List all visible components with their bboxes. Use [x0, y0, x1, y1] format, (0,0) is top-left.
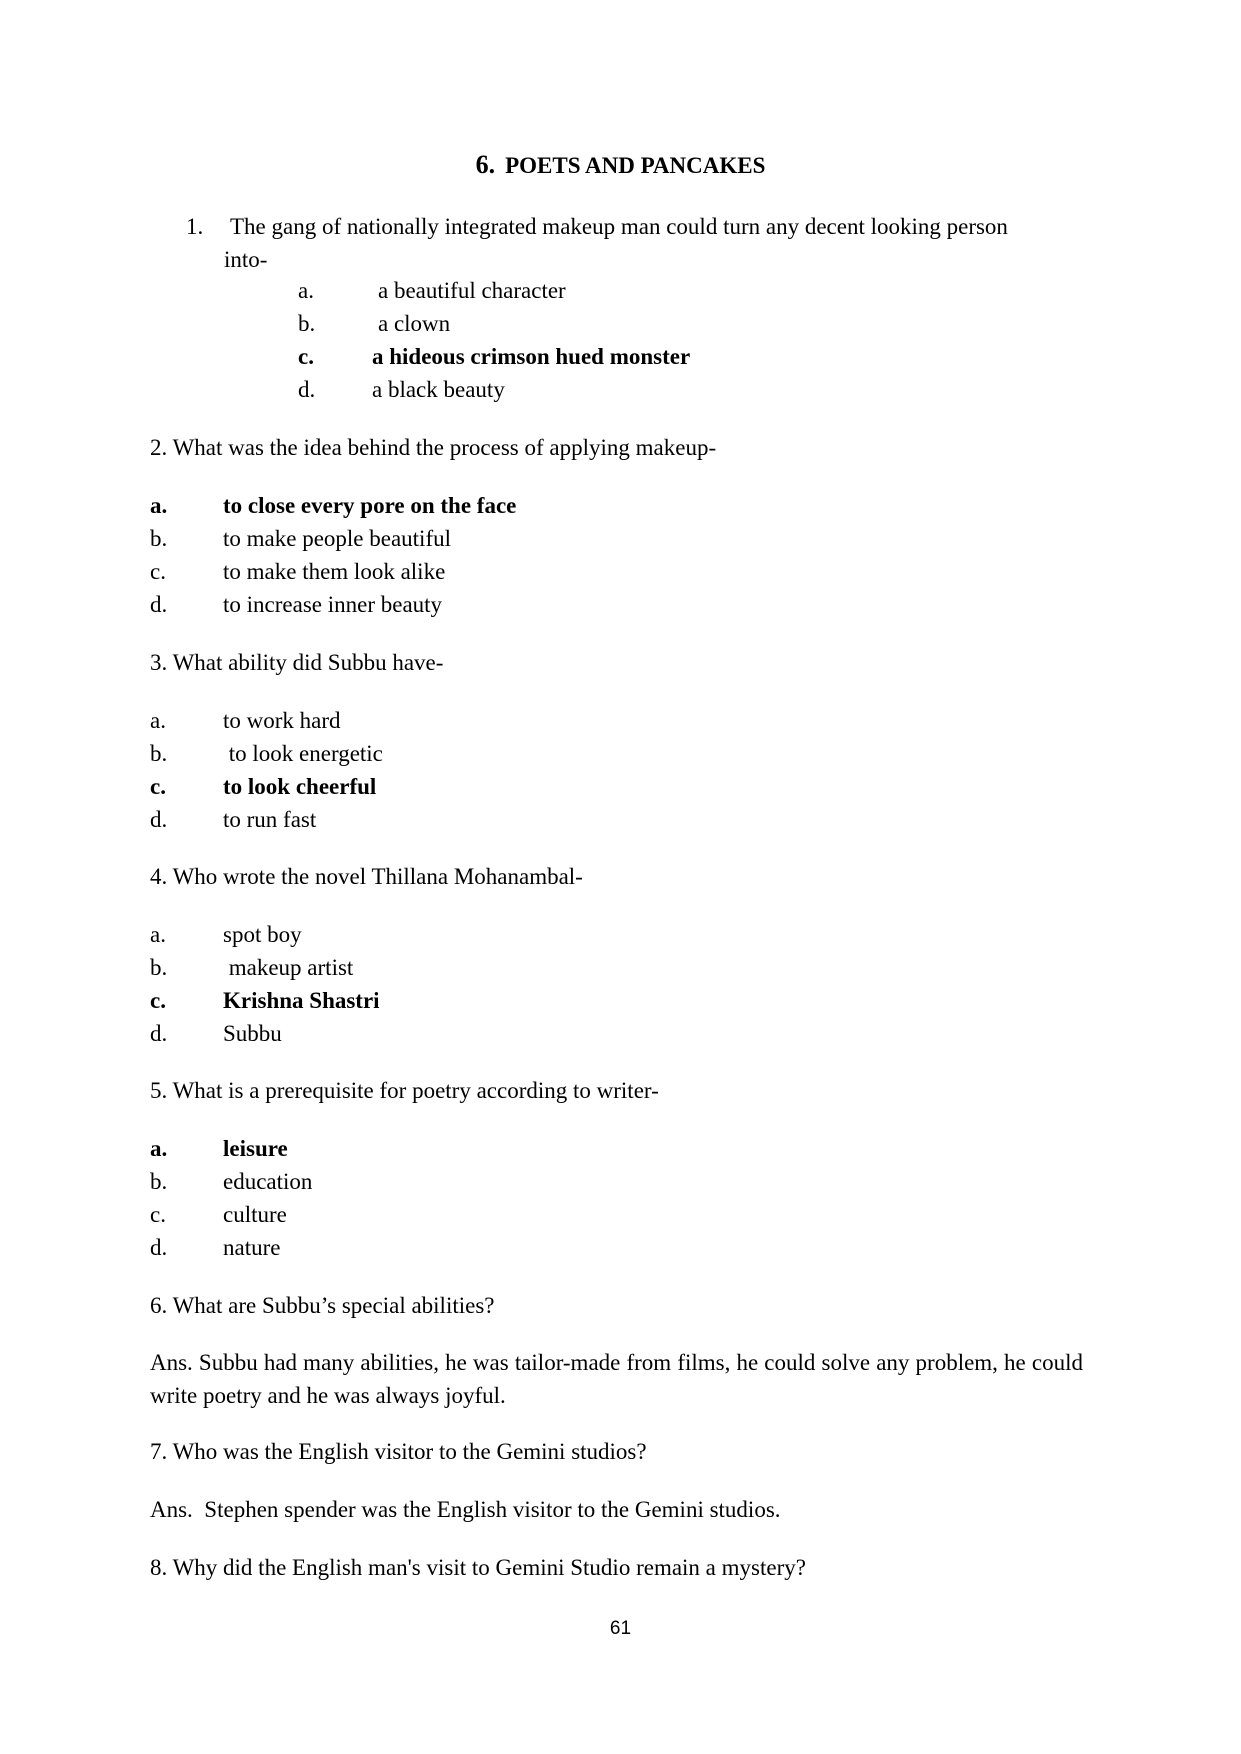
q1-option-d-letter: d. [298, 377, 316, 402]
q4-option-d-text: Subbu [223, 1021, 282, 1046]
q3-option-c-letter: c. [150, 774, 166, 799]
q3-option-c-text: to look cheerful [223, 774, 377, 799]
question-5-text: 5. What is a prerequisite for poetry according to writer- [150, 1078, 659, 1103]
q2-option-c-text: to make them look alike [223, 559, 446, 584]
q1-option-a-letter: a. [298, 278, 314, 303]
q1-option-b-text: a clown [378, 311, 451, 336]
q3-option-d-text: to run fast [223, 807, 317, 832]
q2-option-d-text: to increase inner beauty [223, 592, 443, 617]
q4-option-a-letter: a. [150, 922, 166, 947]
question-1-number: 1. [186, 214, 204, 239]
q1-option-a-text: a beautiful character [378, 278, 566, 303]
q5-option-c-text: culture [223, 1202, 287, 1227]
q5-option-c-letter: c. [150, 1202, 166, 1227]
q4-option-c-letter: c. [150, 988, 166, 1013]
q2-option-a-letter: a. [150, 493, 168, 518]
q2-option-c-letter: c. [150, 559, 166, 584]
question-8-text: 8. Why did the English man's visit to Gemini Studio remain a mystery? [150, 1555, 806, 1580]
question-4-text: 4. Who wrote the novel Thillana Mohanambal- [150, 864, 583, 889]
q5-option-b-letter: b. [150, 1169, 168, 1194]
q1-option-c-letter: c. [298, 344, 314, 369]
q5-option-d-letter: d. [150, 1235, 168, 1260]
q3-option-b-text: to look energetic [223, 741, 383, 766]
q2-option-b-text: to make people beautiful [223, 526, 452, 551]
question-7-answer: Ans. Stephen spender was the English visitor to the Gemini studios. [150, 1497, 781, 1522]
q3-option-b-letter: b. [150, 741, 168, 766]
q4-option-b-text: makeup artist [223, 955, 354, 980]
question-7-text: 7. Who was the English visitor to the Gemini studios? [150, 1439, 647, 1464]
question-1-text-line1: The gang of nationally integrated makeup man could turn any decent looking person [230, 214, 1008, 239]
q3-option-d-letter: d. [150, 807, 168, 832]
q5-option-a-letter: a. [150, 1136, 168, 1161]
q3-option-a-letter: a. [150, 708, 166, 733]
q4-option-a-text: spot boy [223, 922, 302, 947]
question-2-text: 2. What was the idea behind the process of applying makeup- [150, 435, 717, 460]
chapter-title: POETS AND PANCAKES [505, 153, 766, 178]
q3-option-a-text: to work hard [223, 708, 341, 733]
chapter-heading [0, 150, 1241, 180]
question-1 [186, 210, 1086, 276]
q5-option-d-text: nature [223, 1235, 281, 1260]
q4-option-c-text: Krishna Shastri [223, 988, 380, 1013]
question-3-text: 3. What ability did Subbu have- [150, 650, 444, 675]
chapter-number: 6. [475, 150, 496, 179]
q1-option-c-text: a hideous crimson hued monster [372, 344, 691, 369]
question-1-text-line2: into- [224, 247, 268, 272]
question-6-text: 6. What are Subbu’s special abilities? [150, 1293, 495, 1318]
page-number: 61 [609, 1618, 632, 1639]
question-6-answer: Ans. Subbu had many abilities, he was tailor-made from films, he could solve any problem, he could write poetry and he was always joyful. [150, 1350, 1083, 1408]
q5-option-a-text: leisure [223, 1136, 288, 1161]
q4-option-d-letter: d. [150, 1021, 168, 1046]
q2-option-d-letter: d. [150, 592, 168, 617]
q2-option-b-letter: b. [150, 526, 168, 551]
q5-option-b-text: education [223, 1169, 313, 1194]
q1-option-b-letter: b. [298, 311, 316, 336]
q2-option-a-text: to close every pore on the face [223, 493, 517, 518]
q1-option-d-text: a black beauty [372, 377, 505, 402]
q4-option-b-letter: b. [150, 955, 168, 980]
